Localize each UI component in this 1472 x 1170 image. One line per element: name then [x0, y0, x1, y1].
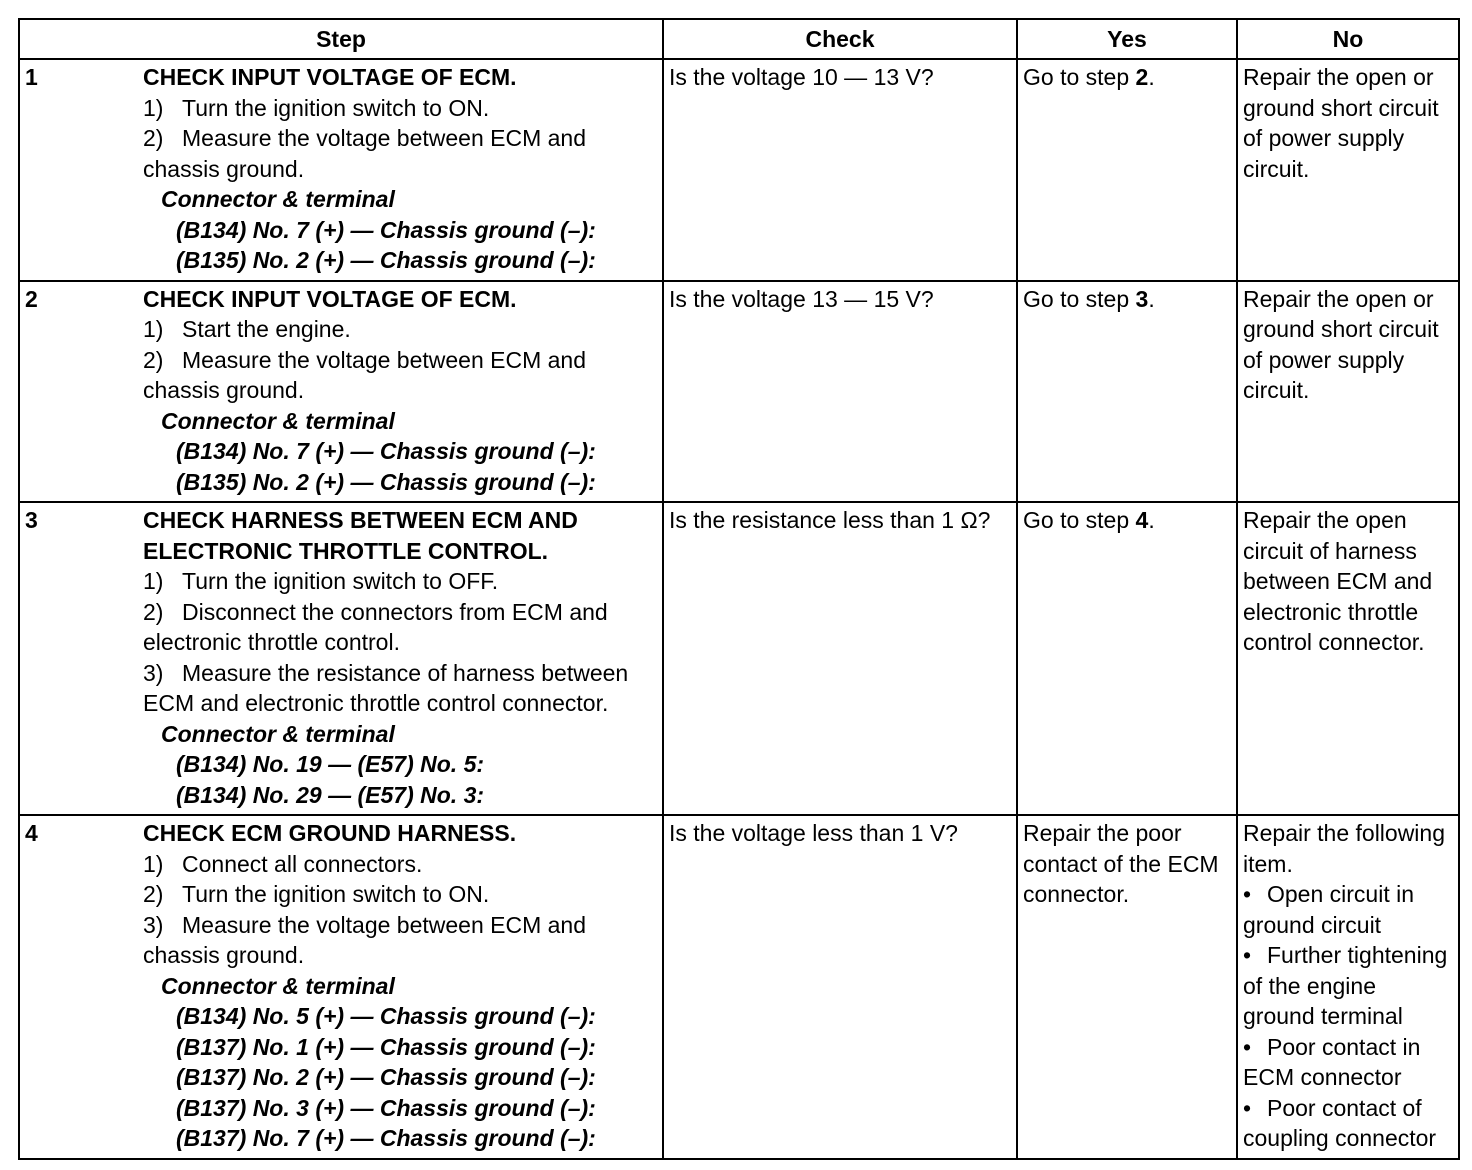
substep: 2) Disconnect the connectors from ECM and electronic throttle control.: [143, 598, 608, 655]
connector-item: (B134) No. 19 — (E57) No. 5:: [176, 751, 485, 777]
check-cell: Is the voltage 10 — 13 V?: [663, 59, 1017, 281]
substep: 2) Measure the voltage between ECM and chassis ground.: [143, 125, 587, 182]
check-cell: Is the resistance less than 1 Ω?: [663, 502, 1017, 815]
header-no: No: [1237, 19, 1459, 59]
table-row: [19, 59, 1459, 281]
connector-heading: Connector & terminal: [161, 972, 395, 999]
no-bullet-item: • Open circuit in ground circuit: [1243, 881, 1415, 938]
substep: 3) Measure the voltage between ECM and chassis ground.: [143, 911, 587, 968]
step-title: CHECK INPUT VOLTAGE OF ECM.: [143, 285, 517, 312]
substep: 1) Connect all connectors.: [143, 850, 423, 877]
table-header-row: [19, 19, 1459, 59]
step-cell: [19, 281, 663, 503]
step-cell: [19, 502, 663, 815]
table-row: [19, 281, 1459, 503]
step-number: 1: [25, 64, 38, 90]
connector-heading: Connector & terminal: [161, 186, 395, 212]
step-cell: [19, 59, 663, 281]
check-cell: Is the voltage less than 1 V?: [663, 815, 1017, 1159]
connector-item: (B135) No. 2 (+) — Chassis ground (–):: [176, 247, 596, 273]
no-cell: Repair the open or ground short circuit of power supply circuit.: [1237, 59, 1459, 281]
no-cell: [1237, 815, 1459, 1159]
substep: 1) Turn the ignition switch to OFF.: [143, 568, 499, 594]
connector-item: (B134) No. 29 — (E57) No. 3:: [176, 781, 485, 808]
connector-item: (B135) No. 2 (+) — Chassis ground (–):: [176, 468, 596, 495]
no-intro: Repair the following item.: [1243, 820, 1446, 877]
yes-cell: Repair the poor contact of the ECM connector.: [1017, 815, 1237, 1159]
step-title: CHECK ECM GROUND HARNESS.: [143, 820, 517, 846]
no-bullet-item: • Further tightening of the engine ground terminal: [1243, 942, 1448, 1029]
no-cell: Repair the open or ground short circuit of power supply circuit.: [1237, 281, 1459, 503]
substep: 3) Measure the resistance of harness between ECM and electronic throttle control connector.: [143, 659, 629, 716]
yes-cell: Go to step 4.: [1017, 502, 1237, 815]
header-yes: Yes: [1017, 19, 1237, 59]
header-step: Step: [19, 19, 663, 59]
table-row: [19, 502, 1459, 815]
connector-item: (B137) No. 3 (+) — Chassis ground (–):: [176, 1094, 596, 1121]
step-title: CHECK INPUT VOLTAGE OF ECM.: [143, 64, 517, 90]
substep: 1) Turn the ignition switch to ON.: [143, 94, 490, 121]
no-bullet-item: • Poor contact in ECM connector: [1243, 1033, 1421, 1090]
table-row: [19, 815, 1459, 1159]
connector-item: (B134) No. 7 (+) — Chassis ground (–):: [176, 438, 596, 464]
header-check: Check: [663, 19, 1017, 59]
step-cell: [19, 815, 663, 1159]
no-cell: Repair the open circuit of harness between ECM and electronic throttle control connector.: [1237, 502, 1459, 815]
yes-cell: Go to step 2.: [1017, 59, 1237, 281]
connector-item: (B134) No. 5 (+) — Chassis ground (–):: [176, 1003, 596, 1029]
step-number: 2: [25, 285, 38, 312]
connector-item: (B137) No. 7 (+) — Chassis ground (–):: [176, 1125, 596, 1151]
substep: 1) Start the engine.: [143, 316, 351, 342]
step-number: 3: [25, 507, 38, 533]
connector-item: (B134) No. 7 (+) — Chassis ground (–):: [176, 216, 596, 243]
connector-heading: Connector & terminal: [161, 720, 395, 747]
step-number: 4: [25, 820, 38, 846]
yes-cell: Go to step 3.: [1017, 281, 1237, 503]
no-bullet-item: • Poor contact of coupling connector: [1243, 1094, 1437, 1151]
connector-item: (B137) No. 1 (+) — Chassis ground (–):: [176, 1033, 596, 1060]
connector-item: (B137) No. 2 (+) — Chassis ground (–):: [176, 1064, 596, 1090]
check-cell: Is the voltage 13 — 15 V?: [663, 281, 1017, 503]
step-title: CHECK HARNESS BETWEEN ECM AND ELECTRONIC THROTTLE CONTROL.: [143, 507, 578, 564]
substep: 2) Turn the ignition switch to ON.: [143, 881, 490, 907]
connector-heading: Connector & terminal: [161, 407, 395, 434]
diagnostic-table: [18, 18, 1460, 1160]
substep: 2) Measure the voltage between ECM and chassis ground.: [143, 346, 587, 403]
